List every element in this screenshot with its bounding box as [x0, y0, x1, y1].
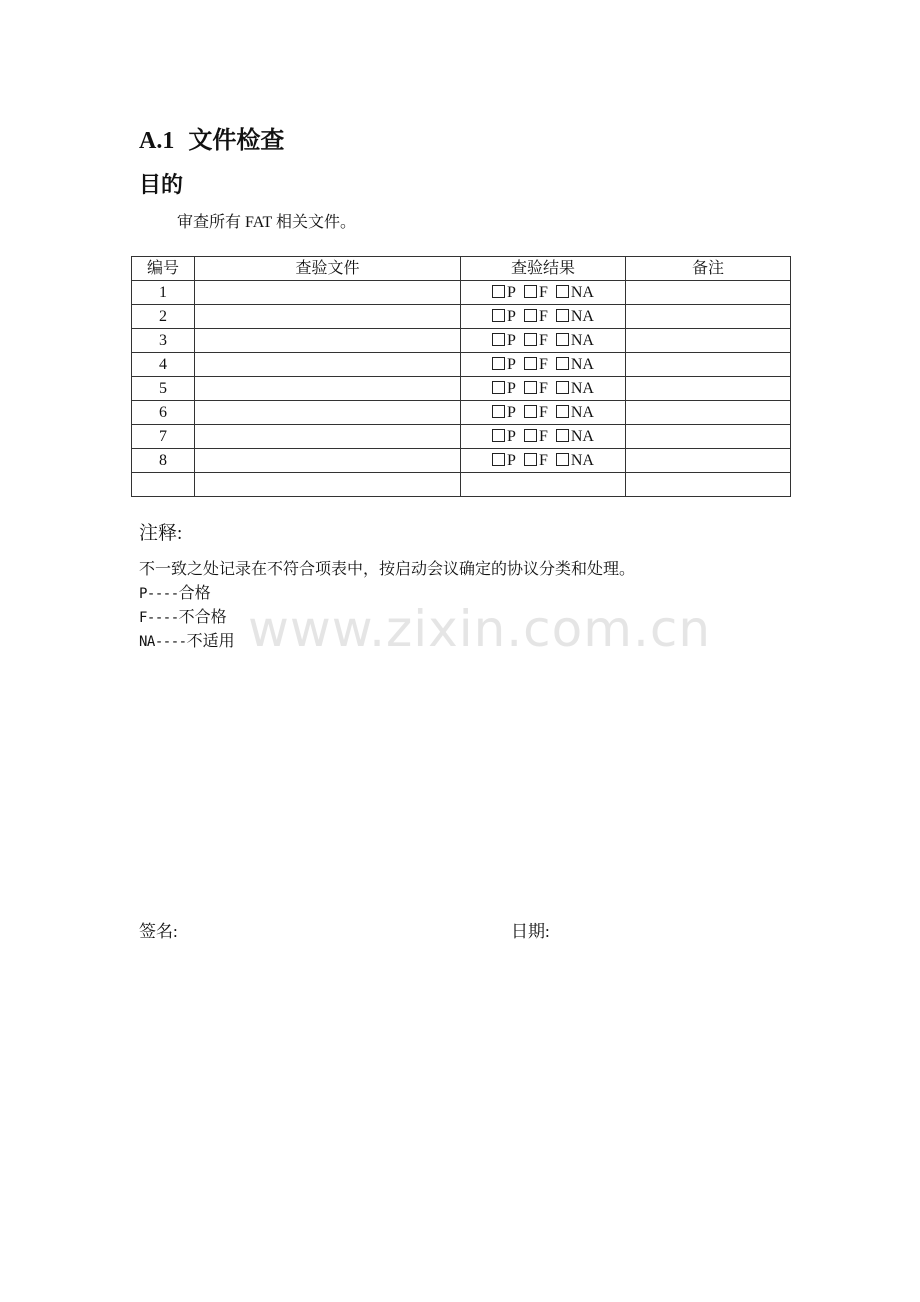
result-option-label: F	[538, 284, 548, 301]
result-option-label: NA	[570, 452, 594, 469]
result-option-na[interactable]	[556, 452, 594, 469]
checkbox-icon[interactable]	[556, 453, 569, 466]
result-option-label: P	[507, 284, 516, 301]
legend-fail	[139, 604, 227, 627]
table-row	[132, 353, 791, 377]
legend-na-code: NA----	[139, 634, 187, 650]
result-cell	[461, 329, 626, 353]
table-header-row	[132, 257, 791, 281]
checkbox-icon[interactable]	[524, 309, 537, 322]
result-option-label: P	[507, 356, 516, 373]
table-row	[132, 329, 791, 353]
result-option-label: F	[538, 452, 548, 469]
notes-heading: 注释:	[139, 523, 183, 544]
result-option-f[interactable]	[524, 428, 548, 445]
checkbox-icon[interactable]	[524, 381, 537, 394]
result-option-na[interactable]	[556, 428, 594, 445]
result-cell	[461, 353, 626, 377]
row-number	[132, 473, 195, 497]
checkbox-icon[interactable]	[556, 429, 569, 442]
remark-cell[interactable]	[626, 425, 791, 449]
row-number: 2	[132, 305, 195, 329]
result-cell	[461, 449, 626, 473]
result-cell	[461, 281, 626, 305]
checkbox-icon[interactable]	[492, 405, 505, 418]
result-option-p[interactable]	[492, 428, 516, 445]
file-cell[interactable]	[195, 473, 461, 497]
table-body	[132, 281, 791, 497]
checkbox-icon[interactable]	[492, 429, 505, 442]
remark-cell[interactable]	[626, 377, 791, 401]
result-option-na[interactable]	[556, 284, 594, 301]
checkbox-icon[interactable]	[492, 309, 505, 322]
checkbox-icon[interactable]	[556, 285, 569, 298]
remark-cell[interactable]	[626, 353, 791, 377]
file-cell[interactable]	[195, 401, 461, 425]
remark-cell[interactable]	[626, 449, 791, 473]
result-option-label: P	[507, 380, 516, 397]
file-cell[interactable]	[195, 329, 461, 353]
result-option-na[interactable]	[556, 308, 594, 325]
table-row	[132, 377, 791, 401]
remark-cell[interactable]	[626, 401, 791, 425]
result-option-p[interactable]	[492, 308, 516, 325]
purpose-text: 审查所有 FAT 相关文件。	[177, 214, 356, 231]
table-row	[132, 425, 791, 449]
result-cell	[461, 305, 626, 329]
legend-pass-text: 合格	[178, 585, 211, 602]
result-option-label: F	[538, 380, 548, 397]
remark-cell[interactable]	[626, 281, 791, 305]
remark-cell[interactable]	[626, 305, 791, 329]
result-option-f[interactable]	[524, 284, 548, 301]
checkbox-icon[interactable]	[524, 333, 537, 346]
purpose-heading: 目的	[139, 173, 184, 198]
table-row	[132, 401, 791, 425]
checkbox-icon[interactable]	[492, 381, 505, 394]
result-option-f[interactable]	[524, 404, 548, 421]
file-cell[interactable]	[195, 425, 461, 449]
remark-cell[interactable]	[626, 473, 791, 497]
checkbox-icon[interactable]	[492, 333, 505, 346]
legend-na	[139, 628, 235, 651]
row-number: 8	[132, 449, 195, 473]
result-option-label: P	[507, 404, 516, 421]
legend-na-text: 不适用	[186, 633, 235, 650]
file-cell[interactable]	[195, 449, 461, 473]
result-option-p[interactable]	[492, 356, 516, 373]
result-option-label: NA	[570, 284, 594, 301]
result-cell	[461, 425, 626, 449]
file-cell[interactable]	[195, 353, 461, 377]
result-option-label: NA	[570, 356, 594, 373]
result-cell	[461, 401, 626, 425]
checkbox-icon[interactable]	[524, 429, 537, 442]
file-cell[interactable]	[195, 377, 461, 401]
result-option-p[interactable]	[492, 404, 516, 421]
result-option-na[interactable]	[556, 404, 594, 421]
signature-label: 签名:	[139, 922, 178, 941]
section-number: A.1	[139, 128, 175, 154]
legend-fail-text: 不合格	[178, 609, 227, 626]
header-number: 编号	[132, 257, 195, 281]
result-option-label: NA	[570, 308, 594, 325]
result-option-label: F	[538, 356, 548, 373]
result-option-label: F	[538, 428, 548, 445]
result-cell	[461, 377, 626, 401]
result-option-label: NA	[570, 404, 594, 421]
result-cell	[461, 473, 626, 497]
checkbox-icon[interactable]	[524, 405, 537, 418]
result-option-f[interactable]	[524, 380, 548, 397]
header-result: 查验结果	[461, 257, 626, 281]
header-file: 查验文件	[195, 257, 461, 281]
result-option-label: NA	[570, 428, 594, 445]
result-option-f[interactable]	[524, 452, 548, 469]
row-number: 6	[132, 401, 195, 425]
checkbox-icon[interactable]	[492, 453, 505, 466]
row-number: 1	[132, 281, 195, 305]
section-title	[139, 120, 284, 155]
legend-pass-code: P----	[139, 586, 179, 602]
checkbox-icon[interactable]	[492, 357, 505, 370]
row-number: 3	[132, 329, 195, 353]
result-option-label: P	[507, 452, 516, 469]
watermark: www.zixin.com.cn	[248, 600, 712, 658]
legend-fail-code: F----	[139, 610, 179, 626]
checkbox-icon[interactable]	[524, 453, 537, 466]
result-option-f[interactable]	[524, 356, 548, 373]
checkbox-icon[interactable]	[524, 285, 537, 298]
header-remark: 备注	[626, 257, 791, 281]
section-title-text: 文件检查	[188, 128, 285, 154]
notes-line-1: 不一致之处记录在不符合项表中，按启动会议确定的协议分类和处理。	[139, 561, 636, 578]
row-number: 7	[132, 425, 195, 449]
row-number: 5	[132, 377, 195, 401]
checkbox-icon[interactable]	[556, 309, 569, 322]
result-option-label: NA	[570, 332, 594, 349]
result-option-p[interactable]	[492, 284, 516, 301]
checkbox-icon[interactable]	[556, 381, 569, 394]
date-label: 日期:	[511, 922, 550, 941]
inspection-table	[131, 256, 791, 497]
checkbox-icon[interactable]	[556, 405, 569, 418]
remark-cell[interactable]	[626, 329, 791, 353]
result-option-label: F	[538, 404, 548, 421]
result-option-na[interactable]	[556, 356, 594, 373]
table-row	[132, 305, 791, 329]
checkbox-icon[interactable]	[524, 357, 537, 370]
result-option-na[interactable]	[556, 332, 594, 349]
result-option-label: NA	[570, 380, 594, 397]
result-option-p[interactable]	[492, 452, 516, 469]
checkbox-icon[interactable]	[492, 285, 505, 298]
result-option-p[interactable]	[492, 380, 516, 397]
result-option-f[interactable]	[524, 308, 548, 325]
table-row	[132, 473, 791, 497]
table-row	[132, 281, 791, 305]
file-cell[interactable]	[195, 305, 461, 329]
checkbox-icon[interactable]	[556, 333, 569, 346]
result-option-label: P	[507, 332, 516, 349]
result-option-label: P	[507, 308, 516, 325]
result-option-label: F	[538, 308, 548, 325]
row-number: 4	[132, 353, 195, 377]
result-option-label: F	[538, 332, 548, 349]
result-option-label: P	[507, 428, 516, 445]
table-row	[132, 449, 791, 473]
legend-pass	[139, 580, 211, 603]
checkbox-icon[interactable]	[556, 357, 569, 370]
result-option-p[interactable]	[492, 332, 516, 349]
file-cell[interactable]	[195, 281, 461, 305]
result-option-f[interactable]	[524, 332, 548, 349]
result-option-na[interactable]	[556, 380, 594, 397]
